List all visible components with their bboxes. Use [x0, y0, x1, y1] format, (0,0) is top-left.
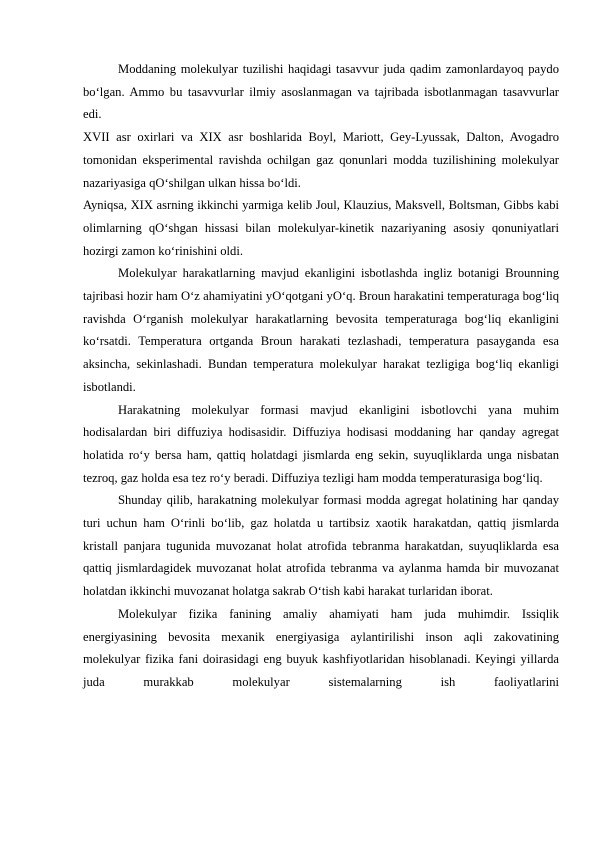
- paragraph-practical-significance: Molekulyar fizika fanining amaliy ahamiyati ham juda muhimdir. Issiqlik energiyasining bevosita mexanik energiyasiga aylantirilishi inson aqli zakovatining molekulyar fizika fani doirasidagi eng buyuk kashfiyotlaridan hisoblanadi. Keyingi yillarda juda murakkab molekulyar sistemalarning ish faoliyatlarini: [83, 606, 559, 689]
- paragraph-molecular-structure-history: Moddaning molekulyar tuzilishi haqidagi tasavvur juda qadim zamonlardayoq paydo bo‘lgan. Ammo bu tasavvurlar ilmiy asoslanmagan va tajribada isbotlanmagan tasavvurlar edi.: [83, 62, 559, 122]
- paragraph-kinetic-theory: Ayniqsa, XIX asrning ikkinchi yarmiga kelib Joul, Klauzius, Maksvell, Boltsman, Gibbs kabi olimlarning qO‘shgan hissasi bilan molekulyar-kinetik nazariyaning asosiy qonuniyatlari hozirgi zamon ko‘rinishini oldi.: [83, 198, 559, 258]
- paragraph-states-of-matter: Shunday qilib, harakatning molekulyar formasi modda agregat holatining har qanday turi uchun ham O‘rinli bo‘lib, gaz holatda u tartibsiz xaotik harakatdan, qattiq jismlarda kristall panjara tugunida muvozanat holat atrofida tebranma harakatdan, suyuqliklarda esa qattiq jismlardagidek muvozanat holat atrofida tebranma va aylanma hamda bir muvozanat holatdan ikkinchi muvozanat holatga sakrab O‘tish kabi harakat turlaridan iborat.: [83, 493, 559, 599]
- paragraph-gas-laws: XVII asr oxirlari va XIX asr boshlarida Boyl, Mariott, Gey-Lyussak, Dalton, Avogadro tomonidan eksperimental ravishda ochilgan gaz qonunlari modda tuzilishining molekulyar nazariyasiga qO‘shilgan ulkan hissa bo‘ldi.: [83, 130, 559, 190]
- paragraph-diffusion: Harakatning molekulyar formasi mavjud ekanligini isbotlovchi yana muhim hodisalardan biri diffuziya hodisasidir. Diffuziya hodisasi moddaning har qanday agregat holatida ro‘y bersa ham, qattiq holatdagi jismlarda eng sekin, suyuqliklarda unga nisbatan tezroq, gaz holda esa tez ro‘y beradi. Diffuziya tezligi ham modda temperaturasiga bog‘liq.: [83, 402, 559, 485]
- paragraph-brownian-motion: Molekulyar harakatlarning mavjud ekanligini isbotlashda ingliz botanigi Brounning tajribasi hozir ham O‘z ahamiyatini yO‘qotgani yO‘q. Broun harakatini temperaturaga bog‘liq ravishda O‘rganish molekulyar harakatlarning bevosita temperaturaga bog‘liq ekanligini ko‘rsatdi. Temperatura ortganda Broun harakati tezlashadi, temperatura pasayganda esa aksincha, sekinlashadi. Bundan temperatura molekulyar harakat tezligiga bog‘liq ekanligi isbotlandi.: [83, 266, 559, 394]
- document-page: [83, 58, 559, 694]
